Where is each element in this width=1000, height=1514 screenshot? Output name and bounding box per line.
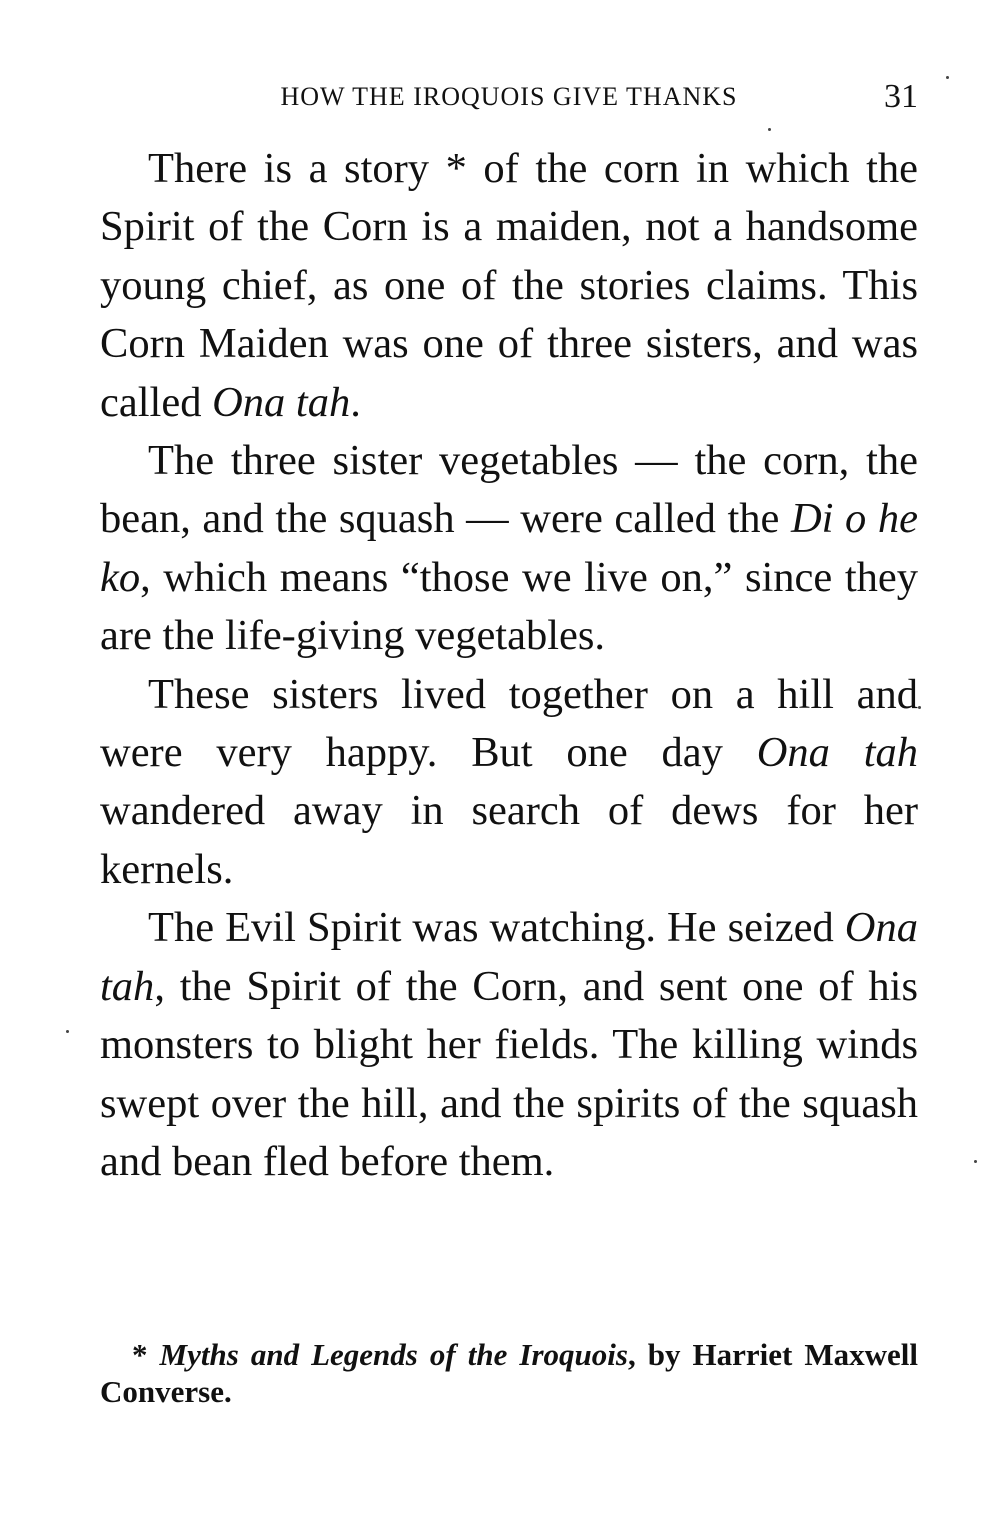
paragraph-1-text-a: There is a story * of the corn in which the Spirit of the Corn is a maiden, not a handsome young chief, as one of the stories claims. This Corn Maiden was one of three sisters, and was called <box>100 145 918 426</box>
footnote-marker: * <box>132 1337 160 1372</box>
footnote <box>100 1336 918 1410</box>
paragraph-4 <box>100 899 918 1191</box>
running-title: HOW THE IROQUOIS GIVE THANKS <box>280 82 738 111</box>
page-number: 31 <box>884 78 918 115</box>
paragraph-3-text-a: These sisters lived together on a hill and were very happy. But one day <box>100 670 918 777</box>
scan-speck <box>946 76 949 79</box>
paragraph-2-text-a: The three sister vegetables — the corn, the bean, and the squash — were called the <box>100 437 918 543</box>
running-head <box>100 78 918 118</box>
paragraph-3 <box>100 666 918 900</box>
paragraph-4-name: Ona tah <box>100 904 918 1010</box>
paragraph-3-text-b: wandered away in search of dews for her kernels. <box>100 787 918 893</box>
footnote-title: Myths and Legends of the Iroquois <box>159 1337 628 1372</box>
paragraph-4-text-a: The Evil Spirit was watching. He seized <box>148 904 845 952</box>
footnote-rest: , by Harriet Maxwell Converse. <box>100 1337 919 1409</box>
scan-speck <box>768 128 771 131</box>
paragraph-1-text-b: . <box>350 378 361 426</box>
paragraph-4-text-b: , the Spirit of the Corn, and sent one of his monsters to blight her fields. The killing winds swept over the hill, and the spirits of the squash and bean fled before them. <box>100 962 918 1185</box>
scan-speck <box>66 1030 69 1033</box>
body-text <box>100 140 918 1191</box>
paragraph-2 <box>100 432 918 666</box>
scan-speck <box>918 706 921 709</box>
paragraph-1 <box>100 140 918 432</box>
paragraph-2-text-b: , which means “those we live on,” since they are the life-giving vegetables. <box>100 553 918 660</box>
scan-speck <box>974 1160 977 1163</box>
paragraph-3-name: Ona tah <box>756 729 919 777</box>
paragraph-2-name: Di o he ko <box>100 495 919 601</box>
paragraph-1-name: Ona tah <box>212 378 351 426</box>
